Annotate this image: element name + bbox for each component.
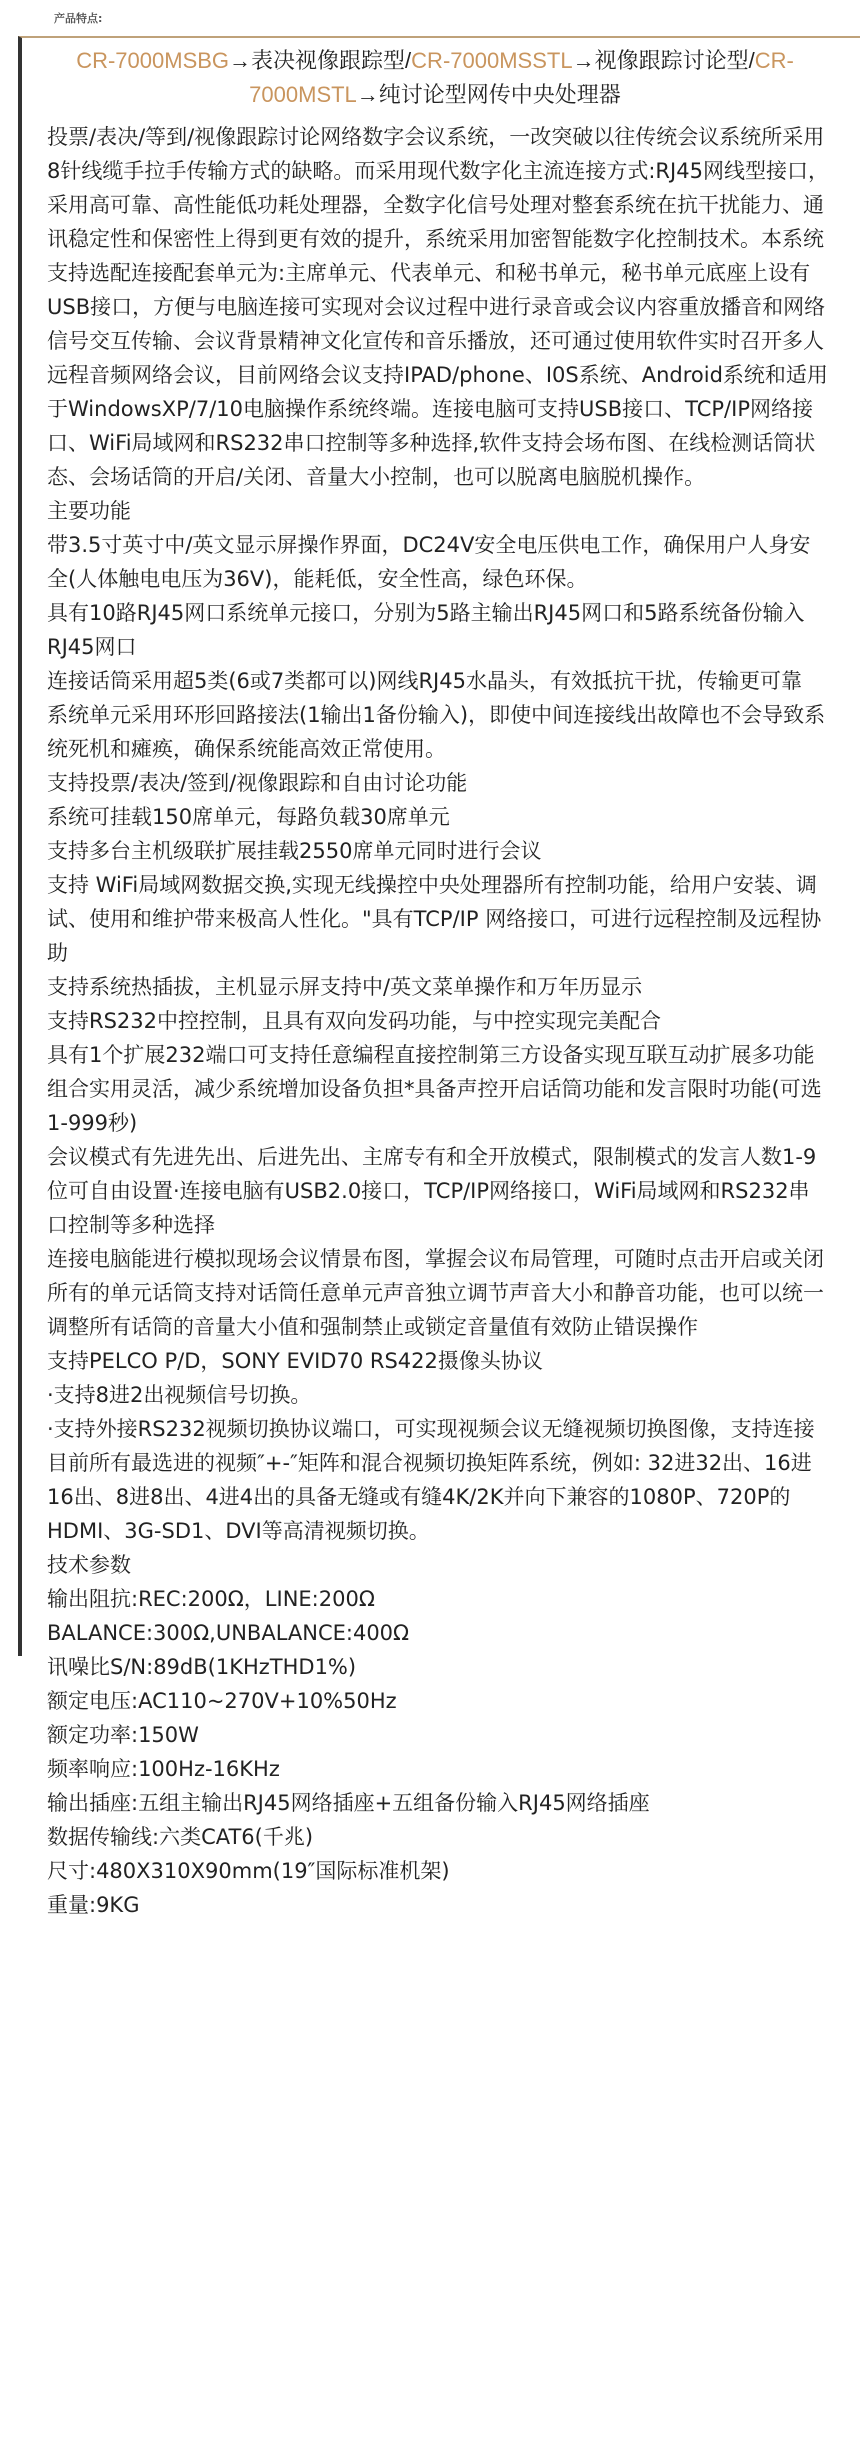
spec-item: 频率响应:100Hz-16KHz (47, 1757, 280, 1781)
spec-item: BALANCE:300Ω,UNBALANCE:400Ω (47, 1621, 410, 1645)
spec-item: 尺寸:480X310X90mm(19″国际标准机架) (47, 1859, 450, 1883)
model-type-3: →纯讨论型网传中央处理器 (356, 82, 621, 107)
feature-item: 会议模式有先进先出、后进先出、主席专有和全开放模式，限制模式的发言人数1-9位可自由设置·连接电脑有USB2.0接口，TCP/IP网络接口，WiFi局域网和RS232串口控制等多种选择 (47, 1145, 817, 1237)
feature-item: 支持RS232中控控制，且具有双向发码功能，与中控实现完美配合 (47, 1009, 662, 1033)
feature-item: 连接电脑能进行模拟现场会议情景布图，掌握会议布局管理，可随时点击开启或关闭所有的单元话筒支持对话筒任意单元声音独立调节声音大小和静音功能，也可以统一调整所有话筒的音量大小值和强制禁止或锁定音量值有效防止错误操作 (47, 1247, 824, 1339)
model-type-1: →表决视像跟踪型/ (229, 48, 412, 73)
spec-item: 讯噪比S/N:89dB(1KHzTHD1%) (47, 1655, 357, 1679)
model-type-2: →视像跟踪讨论型/ (572, 48, 755, 73)
feature-item: 带3.5寸英寸中/英文显示屏操作界面，DC24V安全电压供电工作，确保用户人身安全(人体触电电压为36V)，能耗低，安全性高，绿色环保。 (47, 533, 811, 591)
feature-item: 支持多台主机级联扩展挂载2550席单元同时进行会议 (47, 839, 542, 863)
feature-item: 系统单元采用环形回路接法(1输出1备份输入)，即使中间连接线出故障也不会导致系统死机和瘫痪，确保系统能高效正常使用。 (47, 703, 826, 761)
intro-paragraph: 投票/表决/等到/视像跟踪讨论网络数字会议系统，一改突破以往传统会议系统所采用8针线缆手拉手传输方式的缺略。而采用现代数字化主流连接方式:RJ45网线型接口，采用高可靠、高性能低功耗处理器，全数字化信号处理对整套系统在抗干扰能力、通讯稳定性和保密性上得到更有效的提升，系统采用加密智能数字化控制技术。本系统支持选配连接配套单元为:主席单元、代表单元、和秘书单元，秘书单元底座上设有USB接口，方便与电脑连接可实现对会议过程中进行录音或会议内容重放播音和网络信号交互传输、会议背景精神文化宣传和音乐播放，还可通过使用软件实时召开多人远程音频网络会议，目前网络会议支持IPAD/phone、I0S系统、Android系统和适用于WindowsXP/7/10电脑操作系统终端。连接电脑可支持USB接口、TCP/IP网络接口、WiFi局域网和RS232串口控制等多种选择,软件支持会场布图、在线检测话筒状态、会场话筒的开启/关闭、音量大小控制，也可以脱离电脑脱机操作。 (47, 125, 829, 489)
model-name-2: CR-7000MSSTL (411, 48, 573, 73)
section-heading-tech-params: 技术参数 (47, 1553, 131, 1577)
feature-item: 支持系统热插拔，主机显示屏支持中/英文菜单操作和万年历显示 (47, 975, 643, 999)
feature-item: 具有10路RJ45网口系统单元接口，分别为5路主输出RJ45网口和5路系统备份输入RJ45网口 (47, 601, 805, 659)
feature-item: 系统可挂载150席单元，每路负载30席单元 (47, 805, 450, 829)
feature-item: 连接话筒采用超5类(6或7类都可以)网线RJ45水晶头，有效抵抗干扰，传输更可靠 (47, 669, 802, 693)
feature-item: 具有1个扩展232端口可支持任意编程直接控制第三方设备实现互联互动扩展多功能组合实用灵活，减少系统增加设备负担*具备声控开启话筒功能和发言限时功能(可选1-999秒) (47, 1043, 822, 1135)
feature-item: 支持投票/表决/签到/视像跟踪和自由讨论功能 (47, 771, 468, 795)
feature-item: ·支持外接RS232视频切换协议端口，可实现视频会议无缝视频切换图像，支持连接目前所有最选进的视频″+-″矩阵和混合视频切换矩阵系统，例如: 32进32出、16进16出、8进8出、4进4出的具备无缝或有缝4K/2K并向下兼容的1080P、720P的HDMI、3G-SD1、DVI等高清视频切换。 (47, 1417, 815, 1543)
spec-item: 额定电压:AC110~270V+10%50Hz (47, 1689, 397, 1713)
spec-item: 额定功率:150W (47, 1723, 199, 1747)
section-heading-main-functions: 主要功能 (47, 499, 131, 523)
feature-item: 支持PELCO P/D，SONY EVID70 RS422摄像头协议 (47, 1349, 543, 1373)
header-label: 产品特点: (54, 12, 103, 25)
product-title (40, 44, 830, 112)
spec-item: 输出插座:五组主输出RJ45网络插座+五组备份输入RJ45网络插座 (47, 1791, 650, 1815)
description-body (47, 120, 830, 1922)
feature-item: ·支持8进2出视频信号切换。 (47, 1383, 312, 1407)
model-name-1: CR-7000MSBG (76, 48, 230, 73)
spec-item: 数据传输线:六类CAT6(千兆) (47, 1825, 314, 1849)
spec-item: 重量:9KG (47, 1893, 140, 1917)
feature-item: 支持 WiFi局域网数据交换,实现无线操控中央处理器所有控制功能，给用户安装、调试、使用和维护带来极高人性化。"具有TCP/IP 网络接口，可进行远程控制及远程协助 (47, 873, 822, 965)
spec-item: 输出阻抗:REC:200Ω，LINE:200Ω (47, 1587, 375, 1611)
model-name-3: CR-7000MSTL (249, 48, 794, 107)
